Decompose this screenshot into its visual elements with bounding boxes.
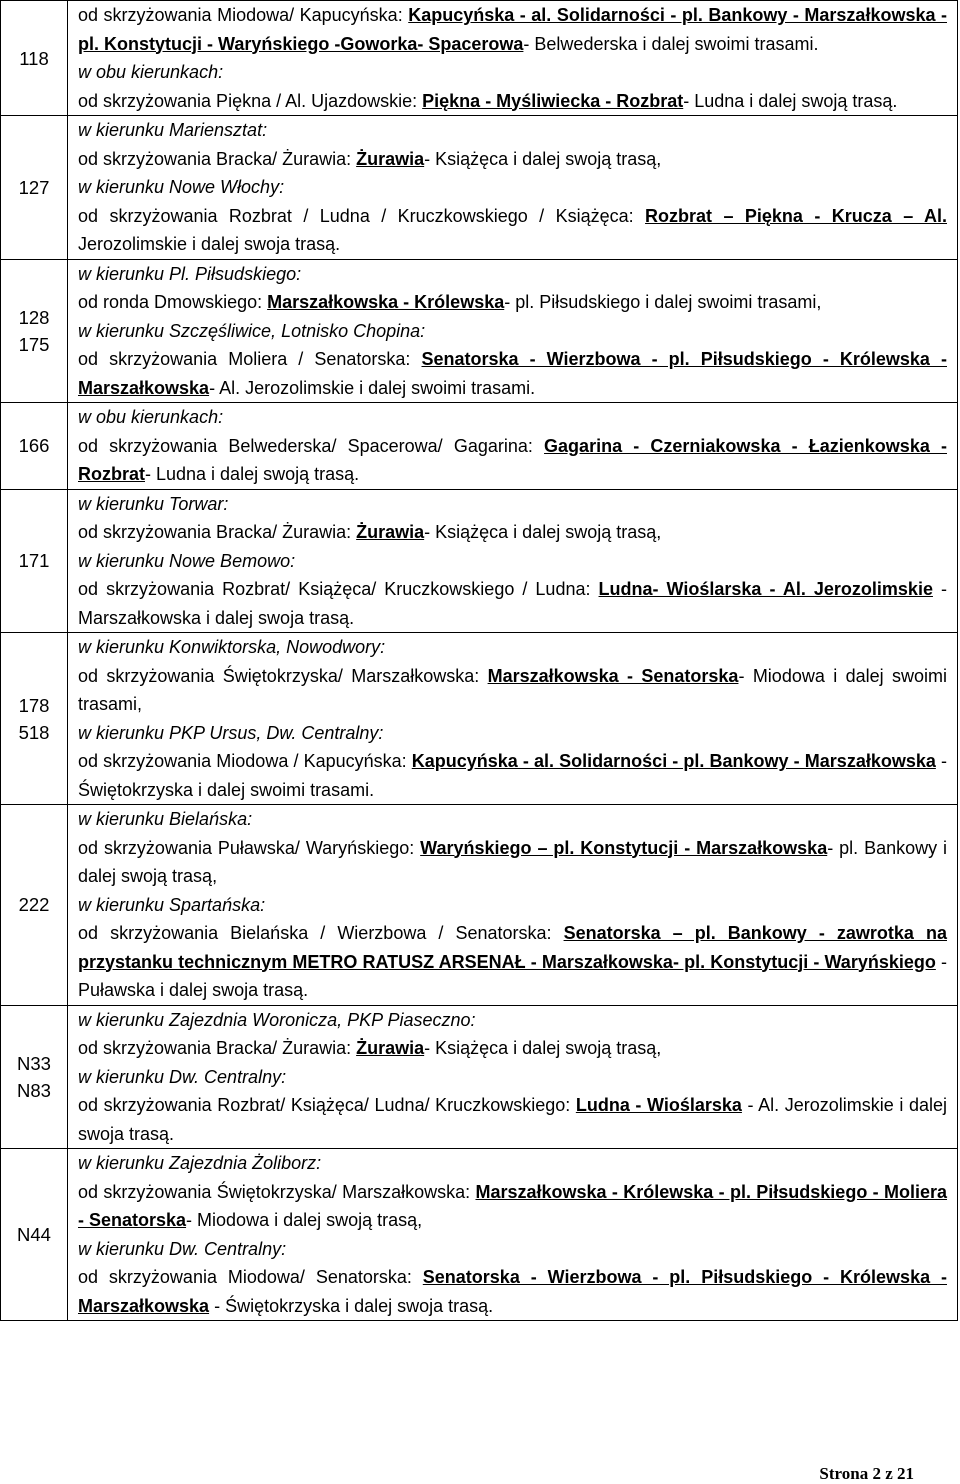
detour-route-text xyxy=(78,432,947,489)
detour-street-path: Gagarina - Czerniakowska - Łazienkowska - Rozbrat xyxy=(78,435,947,484)
direction-heading: w kierunku PKP Ursus, Dw. Centralny: xyxy=(78,722,384,743)
route-number-cell xyxy=(1,805,68,1006)
detour-route-text xyxy=(78,1091,947,1148)
table-row xyxy=(1,805,958,1006)
route-text-part: - Al. Jerozolimskie i dalej swoimi trasami. xyxy=(209,377,536,398)
detour-street-path: Marszałkowska - Królewska xyxy=(267,292,505,312)
detour-route-text xyxy=(78,87,947,116)
detour-street-path: Żurawia xyxy=(356,522,425,542)
direction-heading: w kierunku Konwiktorska, Nowodwory: xyxy=(78,637,386,657)
route-text-part: - pl. Piłsudskiego i dalej swoimi trasami, xyxy=(504,292,822,312)
route-text-part: - Al. Jerozolimskie i dalej swoja trasą. xyxy=(78,1095,947,1144)
detour-route-text xyxy=(78,145,947,174)
direction-heading: w kierunku Mariensztat: xyxy=(78,120,268,140)
route-number: 127 xyxy=(18,176,50,198)
detour-description-cell xyxy=(68,489,958,633)
route-text-part: - Belwederska i dalej swoimi trasami. xyxy=(523,33,819,54)
route-text-part: - Ludna i dalej swoją trasą. xyxy=(683,90,898,111)
direction-heading: w obu kierunkach: xyxy=(78,62,224,82)
route-number: 178 xyxy=(18,694,50,716)
detour-street-path: Żurawia xyxy=(356,148,425,169)
route-text-part: od skrzyżowania Miodowa / Kapucyńska: xyxy=(78,751,412,771)
route-text-part: - Świętokrzyska i dalej swoimi trasami. xyxy=(78,751,947,800)
detour-street-path: Żurawia xyxy=(356,1038,425,1058)
route-text-part: - pl. Bankowy i dalej swoją trasą, xyxy=(78,837,948,886)
route-text-part: od skrzyżowania Belwederska/ Spacerowa/ Gagarina: xyxy=(78,435,545,456)
detour-route-text xyxy=(78,1034,947,1063)
page-number: Strona 2 z 21 xyxy=(819,1464,914,1483)
detour-route-text xyxy=(78,1178,947,1235)
detour-description-cell xyxy=(68,259,958,403)
detour-route-text xyxy=(78,288,947,317)
detour-route-text xyxy=(78,662,947,719)
table-row xyxy=(1,1005,958,1149)
route-number-cell xyxy=(1,1,68,116)
route-text-part: od skrzyżowania Rozbrat / Ludna / Kruczkowskiego / Książęca: xyxy=(78,205,646,226)
detour-street-path: Senatorska - Wierzbowa - pl. Piłsudskiego - Królewska - Marszałkowska xyxy=(78,349,947,398)
direction-heading: w kierunku Zajezdnia Żoliborz: xyxy=(78,1153,322,1173)
route-text-part: - Marszałkowska i dalej swoja trasą. xyxy=(78,579,947,628)
table-row xyxy=(1,116,958,260)
route-text-part: od skrzyżowania Świętokrzyska/ Marszałkowska: xyxy=(78,665,488,686)
route-number-cell xyxy=(1,633,68,805)
direction-heading: w kierunku Torwar: xyxy=(78,493,229,514)
detour-description-cell xyxy=(68,805,958,1006)
route-text-part: od skrzyżowania Puławska/ Waryńskiego: xyxy=(78,837,421,858)
table-row xyxy=(1,1149,958,1321)
table-row xyxy=(1,259,958,403)
route-text-part: - Miodowa i dalej swoją trasą, xyxy=(186,1210,423,1230)
route-text-part: od skrzyżowania Rozbrat/ Książęca/ Ludna/ Kruczkowskiego: xyxy=(78,1095,576,1115)
route-text-part: od skrzyżowania Miodowa/ Senatorska: xyxy=(78,1267,423,1287)
detour-street-path: Senatorska – pl. Bankowy - zawrotka na przystanku technicznym METRO RATUSZ ARSENAŁ - Marszałkowska- pl. Konstytucji - Waryńskiego xyxy=(78,923,947,972)
direction-heading: w kierunku Dw. Centralny: xyxy=(78,1238,287,1259)
detour-route-text xyxy=(78,919,947,1005)
detour-route-text xyxy=(78,575,947,632)
route-text-part: od skrzyżowania Bracka/ Żurawia: xyxy=(78,522,357,542)
route-number-cell xyxy=(1,403,68,490)
route-number: 118 xyxy=(19,47,49,69)
table-row xyxy=(1,403,958,490)
route-text-part: od skrzyżowania Miodowa/ Kapucyńska: xyxy=(78,5,409,25)
route-text-part: - Puławska i dalej swoja trasą. xyxy=(78,951,947,1000)
detour-description-cell xyxy=(68,1,958,116)
detour-street-path: Ludna- Wioślarska - Al. Jerozolimskie xyxy=(598,579,933,599)
route-number-cell xyxy=(1,116,68,260)
route-number: 175 xyxy=(18,333,50,355)
direction-heading: w obu kierunkach: xyxy=(78,407,224,427)
route-text-part: - Świętokrzyska i dalej swoja trasą. xyxy=(209,1295,494,1316)
route-table-body xyxy=(1,1,958,1321)
route-number-cell xyxy=(1,489,68,633)
route-text-part: od skrzyżowania Bracka/ Żurawia: xyxy=(78,148,357,169)
detour-route-text xyxy=(78,834,947,891)
detour-street-path: Kapucyńska - al. Solidarności - pl. Bankowy - Marszałkowska xyxy=(411,751,936,771)
direction-heading: w kierunku Zajezdnia Woronicza, PKP Piaseczno: xyxy=(78,1009,476,1030)
detour-route-text xyxy=(78,202,947,259)
route-text-part: od skrzyżowania Piękna / Al. Ujazdowskie: xyxy=(78,90,423,111)
route-text-part: od skrzyżowania Rozbrat/ Książęca/ Kruczkowskiego / Ludna: xyxy=(78,579,599,599)
detour-route-text xyxy=(78,747,947,804)
detour-street-path: Kapucyńska - al. Solidarności - pl. Bankowy - Marszałkowska - pl. Konstytucji - Waryńskiego -Goworka- Spacerowa xyxy=(78,5,947,54)
route-text-part: od skrzyżowania Bielańska / Wierzbowa / Senatorska: xyxy=(78,923,564,943)
route-number: 222 xyxy=(18,894,50,916)
detour-street-path: Piękna - Myśliwiecka - Rozbrat xyxy=(422,90,684,111)
route-text-part: - Książęca i dalej swoją trasą, xyxy=(424,148,662,169)
route-text-part: - Ludna i dalej swoją trasą. xyxy=(145,464,360,484)
table-row xyxy=(1,489,958,633)
route-number: 128 xyxy=(18,306,50,328)
route-number: 518 xyxy=(18,721,50,743)
detour-street-path: Senatorska - Wierzbowa - pl. Piłsudskiego - Królewska - Marszałkowska xyxy=(78,1267,947,1316)
detour-description-cell xyxy=(68,403,958,490)
route-number: N44 xyxy=(17,1224,51,1245)
detour-street-path: Rozbrat – Piękna - Krucza – Al. xyxy=(645,205,947,226)
direction-heading: w kierunku Nowe Bemowo: xyxy=(78,550,296,571)
route-text-part: od skrzyżowania Świętokrzyska/ Marszałkowska: xyxy=(78,1181,476,1202)
direction-heading: w kierunku Nowe Włochy: xyxy=(78,177,285,197)
detour-street-path: Marszałkowska - Królewska - pl. Piłsudskiego - Moliera - Senatorska xyxy=(78,1181,948,1230)
route-number: 171 xyxy=(18,550,50,572)
detour-route-text xyxy=(78,345,947,402)
detour-route-text xyxy=(78,1263,947,1320)
route-text-part: Jerozolimskie i dalej swoja trasą. xyxy=(78,234,341,254)
route-number-cell xyxy=(1,259,68,403)
detour-description-cell xyxy=(68,633,958,805)
route-text-part: od ronda Dmowskiego: xyxy=(78,292,268,312)
route-text-part: - Książęca i dalej swoją trasą, xyxy=(424,522,662,542)
direction-heading: w kierunku Dw. Centralny: xyxy=(78,1066,287,1087)
route-text-part: od skrzyżowania Moliera / Senatorska: xyxy=(78,349,422,369)
direction-heading: w kierunku Pl. Piłsudskiego: xyxy=(78,263,302,284)
direction-heading: w kierunku Spartańska: xyxy=(78,894,266,915)
route-text-part: - Książęca i dalej swoją trasą, xyxy=(424,1038,662,1058)
route-number: N33 xyxy=(17,1052,51,1074)
detour-description-cell xyxy=(68,1005,958,1149)
detour-description-cell xyxy=(68,1149,958,1321)
table-row xyxy=(1,1,958,116)
route-number-cell xyxy=(1,1149,68,1321)
detour-route-text xyxy=(78,1,947,58)
detour-street-path: Marszałkowska - Senatorska xyxy=(487,665,739,686)
detour-route-text xyxy=(78,518,947,547)
detour-street-path: Waryńskiego – pl. Konstytucji - Marszałkowska xyxy=(420,837,828,858)
detour-street-path: Ludna - Wioślarska xyxy=(575,1095,742,1115)
route-number: N83 xyxy=(17,1079,51,1101)
route-number-cell xyxy=(1,1005,68,1149)
route-text-part: od skrzyżowania Bracka/ Żurawia: xyxy=(78,1038,357,1058)
direction-heading: w kierunku Bielańska: xyxy=(78,809,253,829)
route-text-part: - Miodowa i dalej swoimi trasami, xyxy=(78,665,947,714)
direction-heading: w kierunku Szczęśliwice, Lotnisko Chopina: xyxy=(78,320,426,341)
detour-description-cell xyxy=(68,116,958,260)
route-number: 166 xyxy=(18,435,50,457)
table-row xyxy=(1,633,958,805)
